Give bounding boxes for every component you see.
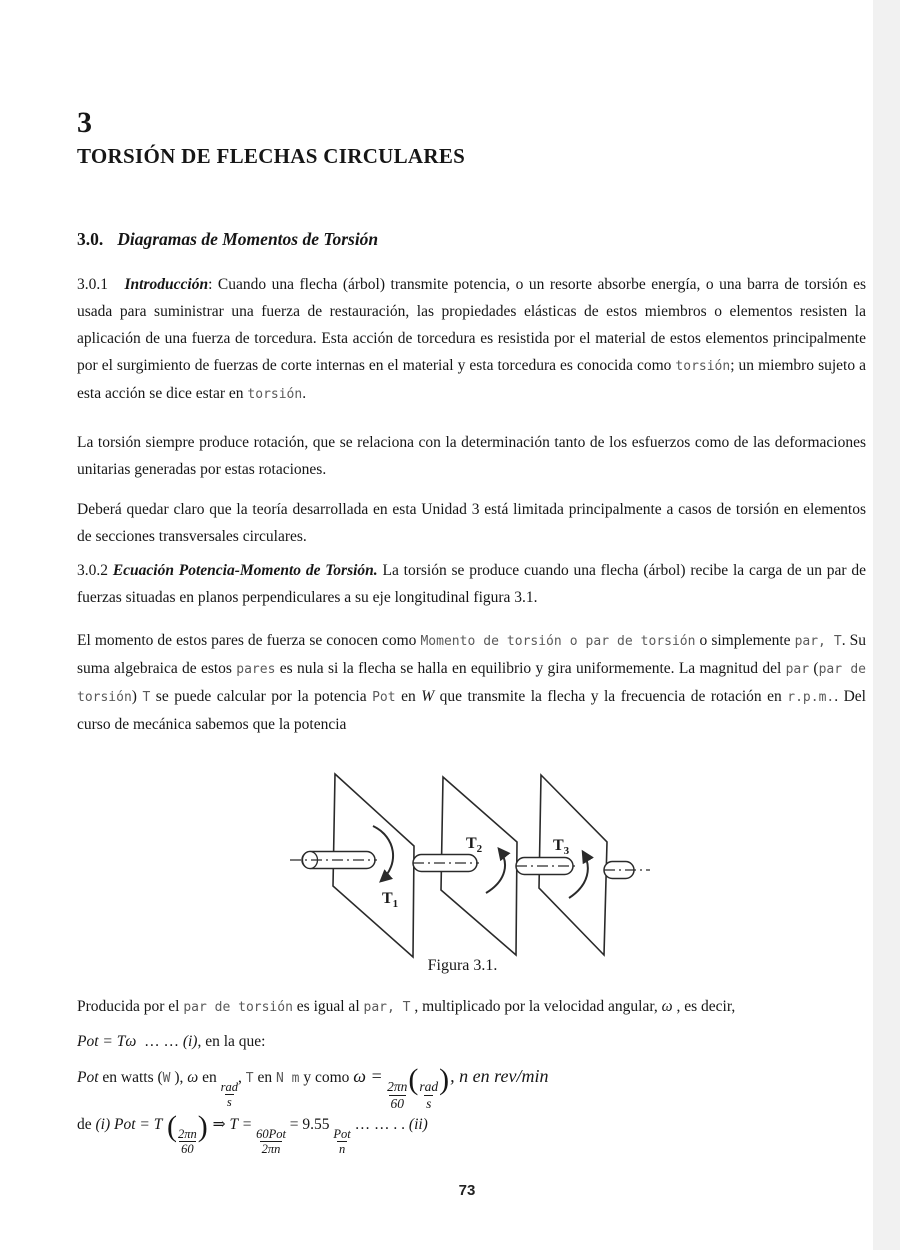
section-number: 3.0.	[77, 229, 104, 249]
text-segment: (i)	[182, 1033, 198, 1050]
text-segment: Producida por el	[77, 998, 184, 1015]
text-segment: Introducción	[124, 276, 209, 293]
text-segment: . Del curso de mecánica sabemos que la potencia	[77, 688, 866, 733]
text-segment: que transmite la flecha y la frecuencia de rotación en	[434, 688, 788, 705]
text-segment: en	[253, 1069, 276, 1086]
text-segment: W	[421, 688, 435, 705]
text-segment: Ecuación Potencia-Momento de Torsión.	[112, 562, 378, 579]
equation-units	[77, 1063, 866, 1111]
text-segment: T	[245, 1071, 254, 1086]
text-segment: (	[166, 1110, 177, 1143]
text-segment: (	[408, 1063, 419, 1096]
text-segment: (ii)	[408, 1116, 428, 1133]
page-number: 73	[458, 1182, 476, 1199]
text-segment: = 9.55	[285, 1116, 334, 1133]
text-segment: ),	[170, 1069, 188, 1086]
text-segment: 3.0.2	[77, 562, 113, 579]
torque-label-1: $T_1$	[382, 890, 399, 910]
text-segment: de	[77, 1116, 96, 1133]
paragraph-producida-par	[77, 993, 866, 1021]
text-segment: (	[809, 660, 819, 677]
torque-label-3: $T_3$	[553, 837, 570, 857]
text-segment: , multiplicado por la velocidad angular,	[410, 998, 662, 1015]
text-segment: $\frac{2\pi n}{60}$	[177, 1127, 197, 1157]
text-segment: torsión	[675, 359, 731, 374]
text-segment: )	[131, 688, 143, 705]
paragraph-momento-pares	[77, 627, 866, 738]
text-segment: … … . .	[350, 1116, 409, 1133]
text-segment: o simplemente	[695, 632, 795, 649]
text-segment: La torsión se produce cuando una flecha (árbol) recibe la carga de un par de fuerzas situadas en planos perpendiculares a su eje longitudinal figura 3.1.	[77, 562, 867, 606]
text-segment: . Su suma algebraica de estos	[77, 632, 867, 677]
figure-3-1	[285, 763, 665, 963]
text-segment: es nula si la flecha se halla en equilibrio y gira uniformemente. La magnitud del	[275, 660, 786, 677]
text-segment: ,	[238, 1069, 246, 1086]
text-segment: ω =	[353, 1066, 388, 1086]
text-segment: W	[162, 1071, 171, 1086]
text-segment: T =	[229, 1116, 257, 1133]
text-segment: par de torsión	[77, 662, 866, 705]
text-segment: $\frac{\text{60Pot}}{2\pi n}$	[256, 1127, 286, 1157]
text-segment: T	[142, 690, 151, 705]
text-segment: r.p.m.	[787, 690, 835, 705]
equation-i	[77, 1033, 866, 1052]
text-segment: es igual al	[292, 998, 364, 1015]
text-segment: en	[395, 688, 422, 705]
text-segment: par de torsión	[183, 1000, 293, 1015]
text-segment: ω	[187, 1069, 199, 1086]
text-segment: 3.0.1	[77, 276, 125, 293]
text-segment: Deberá quedar claro que la teoría desarrollada en esta Unidad 3 está limitada principalmente a casos de torsión en elementos de secciones transversales circulares.	[77, 501, 866, 545]
text-segment: en watts (	[98, 1069, 163, 1086]
section-heading	[77, 229, 378, 250]
paragraph-ecuacion-potencia	[77, 557, 866, 611]
torque-label-2: $T_2$	[466, 835, 483, 855]
text-segment: … …	[136, 1033, 183, 1050]
text-segment: $\frac{\text{rad}}{s}$	[419, 1079, 439, 1111]
chapter-number: 3	[77, 106, 92, 139]
equation-ii	[77, 1110, 866, 1157]
text-segment: , en la que:	[197, 1033, 266, 1050]
figure-caption: Figura 3.1.	[427, 957, 498, 974]
chapter-title: TORSIÓN DE FLECHAS CIRCULARES	[77, 144, 466, 168]
text-segment: $\frac{2\pi n}{60}$	[387, 1079, 408, 1111]
text-segment: Pot	[372, 690, 396, 705]
text-segment: )	[439, 1063, 450, 1096]
text-segment: par, T	[794, 634, 842, 649]
text-segment: en	[198, 1069, 221, 1086]
text-segment: Pot	[77, 1069, 99, 1086]
text-segment: Momento de torsión o par de torsión	[420, 634, 696, 649]
text-segment: La torsión siempre produce rotación, que se relaciona con la determinación tanto de los esfuerzos como de las deformaciones unitarias generadas por estas rotaciones.	[77, 434, 866, 478]
paragraph-introduccion	[77, 271, 866, 408]
section-title: Diagramas de Momentos de Torsión	[117, 229, 379, 249]
text-segment: , n en rev/min	[450, 1066, 549, 1086]
text-segment: $\frac{\text{rad}}{s}$	[220, 1080, 239, 1110]
text-segment: )	[197, 1110, 208, 1143]
paragraph-teoria-unidad3	[77, 496, 866, 550]
text-segment: : Cuando una flecha (árbol) transmite potencia, o un resorte absorbe energía, o una barra de torsión es usada para suministrar una fuerza de restauración, las propiedades elásticas de estos miembros o elementos resisten la aplicación de una fuerza de torcedura. Esta acción de torcedura es resistida por el material de estos elementos principalmente por el surgimiento de fuerzas de corte internas en el material y esta torcedura es conocida como	[77, 276, 867, 374]
text-segment: N m	[275, 1071, 300, 1086]
text-segment: se puede calcular por la potencia	[150, 688, 373, 705]
text-segment: ; un miembro sujeto a esta acción se dice estar en	[77, 357, 867, 402]
text-segment: par, T	[363, 1000, 411, 1015]
text-segment: Pot = Tω	[77, 1033, 137, 1050]
text-segment: (i) Pot = T	[95, 1116, 166, 1133]
text-segment: ω	[661, 998, 673, 1015]
text-segment: .	[302, 385, 307, 402]
text-segment: y como	[299, 1069, 354, 1086]
text-segment: $\frac{\text{Pot}}{n}$	[333, 1127, 351, 1157]
paragraph-torsion-rotacion	[77, 429, 866, 483]
text-segment: ⇒	[208, 1116, 230, 1133]
figure-3-1-drawing	[285, 763, 665, 963]
text-segment: par	[785, 662, 810, 677]
text-segment: El momento de estos pares de fuerza se conocen como	[77, 632, 421, 649]
text-segment: pares	[236, 662, 276, 677]
text-segment: torsión	[247, 387, 303, 402]
scan-edge-strip	[873, 0, 900, 1250]
text-segment: , es decir,	[672, 998, 736, 1015]
